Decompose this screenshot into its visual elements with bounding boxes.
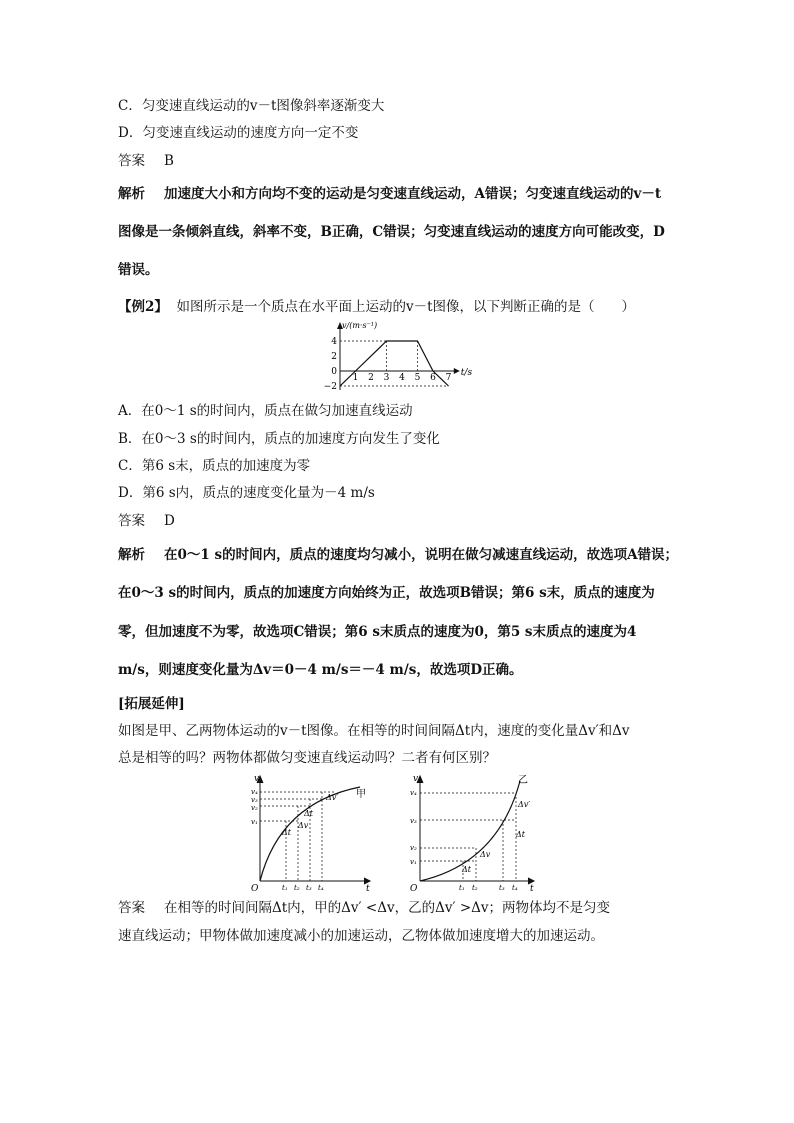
explanation-line-1: 解析 加速度大小和方向均不变的运动是匀变速直线运动，A错误；匀变速直线运动的v－t bbox=[118, 186, 662, 202]
label-dv: Δv bbox=[298, 821, 309, 830]
y-tick-label: 0 bbox=[331, 367, 337, 377]
label-dv-prime: Δv′ bbox=[326, 793, 339, 802]
label-v2: v₂ bbox=[410, 844, 417, 852]
explanation-line-2: 在0～3 s的时间内，质点的加速度方向始终为正，故选项B错误；第6 s末，质点的速度为 bbox=[118, 585, 655, 601]
guide-lines bbox=[260, 792, 334, 881]
extension-question-1: 如图是甲、乙两物体运动的v－t图像。在相等的时间间隔Δt内，速度的变化量Δv′和Δv bbox=[118, 723, 630, 739]
x-tick-label: 4 bbox=[399, 373, 405, 383]
label-dt-upper: Δt bbox=[516, 830, 525, 839]
vt-chart-group bbox=[324, 321, 473, 390]
answer-line bbox=[118, 511, 175, 531]
option-a: A．在0～1 s的时间内，质点在做匀加速直线运动 bbox=[118, 403, 413, 419]
option-c: C．匀变速直线运动的v－t图像斜率逐渐变大 bbox=[118, 98, 385, 114]
extension-question-2: 总是相等的吗？两物体都做匀变速直线运动吗？二者有何区别？ bbox=[118, 750, 496, 766]
y-tick-label: 4 bbox=[331, 337, 337, 347]
y-tick-label: 2 bbox=[331, 352, 337, 362]
label-dt-upper: Δt bbox=[304, 809, 313, 818]
label-dv-prime: Δv′ bbox=[518, 800, 531, 809]
label-v4: v₄ bbox=[251, 788, 258, 796]
option-d: D．第6 s内，质点的速度变化量为－4 m/s bbox=[118, 485, 375, 501]
vt-chart bbox=[300, 318, 490, 390]
answer-label: 答案 bbox=[118, 900, 145, 916]
x-axis-label: t/s bbox=[460, 368, 473, 378]
vt-chart-yi bbox=[408, 773, 546, 893]
label-t4: t₄ bbox=[318, 884, 324, 892]
label-t1: t₁ bbox=[459, 884, 465, 892]
origin-label: O bbox=[410, 884, 418, 893]
label-v3: v₃ bbox=[251, 796, 258, 804]
label-v1: v₁ bbox=[251, 818, 258, 826]
label-yi: 乙 bbox=[518, 775, 528, 786]
label-v2: v₂ bbox=[251, 804, 258, 812]
explanation-label: 解析 bbox=[118, 547, 145, 563]
answer-label: 答案 bbox=[118, 153, 145, 169]
x-tick-label: 6 bbox=[430, 373, 436, 383]
extension-answer-1: 答案 在相等的时间间隔Δt内，甲的Δv′ <Δv，乙的Δv′ >Δv；两物体均不是匀变 bbox=[118, 900, 611, 916]
axis-v-label: v bbox=[254, 774, 260, 784]
y-tick-label: −2 bbox=[323, 382, 337, 390]
explanation-line-2: 图像是一条倾斜直线，斜率不变，B正确，C错误；匀变速直线运动的速度方向可能改变，D bbox=[118, 224, 665, 240]
explanation-line-3: 错误。 bbox=[118, 262, 159, 278]
x-tick-label: 5 bbox=[414, 373, 421, 383]
label-v4: v₄ bbox=[410, 789, 417, 797]
y-axis-label: v/(m·s⁻¹) bbox=[342, 321, 378, 330]
label-t2: t₂ bbox=[294, 884, 300, 892]
option-c: C．第6 s末，质点的加速度为零 bbox=[118, 458, 311, 474]
label-dt-lower: Δt bbox=[282, 828, 291, 837]
explanation-line-4: m/s，则速度变化量为Δv＝0－4 m/s＝－4 m/s，故选项D正确。 bbox=[118, 662, 523, 678]
vt-chart-jia bbox=[250, 773, 388, 893]
x-tick-label: 7 bbox=[445, 373, 452, 383]
explanation-label: 解析 bbox=[118, 186, 145, 202]
axis-v-label: v bbox=[413, 774, 419, 784]
option-b: B．在0～3 s的时间内，质点的加速度方向发生了变化 bbox=[118, 431, 440, 447]
label-t4: t₄ bbox=[512, 884, 518, 892]
label-v1: v₁ bbox=[410, 858, 417, 866]
axis-t-label: t bbox=[530, 884, 534, 893]
label-t1: t₁ bbox=[282, 884, 288, 892]
origin-label: O bbox=[251, 884, 259, 893]
label-t3: t₃ bbox=[499, 884, 505, 892]
extension-title: [拓展延伸] bbox=[118, 696, 185, 712]
answer-value: D bbox=[164, 513, 175, 529]
x-tick-label: 1 bbox=[352, 373, 359, 383]
label-t2: t₂ bbox=[472, 884, 478, 892]
x-axis-arrow bbox=[454, 368, 460, 374]
axis-t-label: t bbox=[366, 884, 370, 893]
x-tick-label: 3 bbox=[383, 373, 390, 383]
explanation-line-1: 解析 在0～1 s的时间内，质点的速度均匀减小，说明在做匀减速直线运动，故选项A错误； bbox=[118, 547, 679, 563]
extension-answer-2: 速直线运动；甲物体做加速度减小的加速运动，乙物体做加速度增大的加速运动。 bbox=[118, 928, 604, 944]
x-tick-label: 2 bbox=[368, 373, 374, 383]
answer-value: B bbox=[164, 153, 174, 169]
label-t3: t₃ bbox=[306, 884, 312, 892]
answer-line bbox=[118, 151, 174, 171]
option-d: D．匀变速直线运动的速度方向一定不变 bbox=[118, 125, 359, 141]
label-jia: 甲 bbox=[356, 789, 366, 800]
curve-jia bbox=[260, 787, 360, 881]
label-dv: Δv bbox=[480, 850, 491, 859]
answer-label: 答案 bbox=[118, 513, 145, 529]
label-dt-lower: Δt bbox=[462, 865, 471, 874]
example-2-stem: 【例2】 如图所示是一个质点在水平面上运动的v－t图像，以下判断正确的是（ ） bbox=[118, 299, 636, 315]
label-v3: v₃ bbox=[410, 817, 417, 825]
example-tag: 【例2】 bbox=[118, 299, 168, 315]
explanation-line-3: 零，但加速度不为零，故选项C错误；第6 s末质点的速度为0，第5 s末质点的速度为4 bbox=[118, 624, 637, 640]
